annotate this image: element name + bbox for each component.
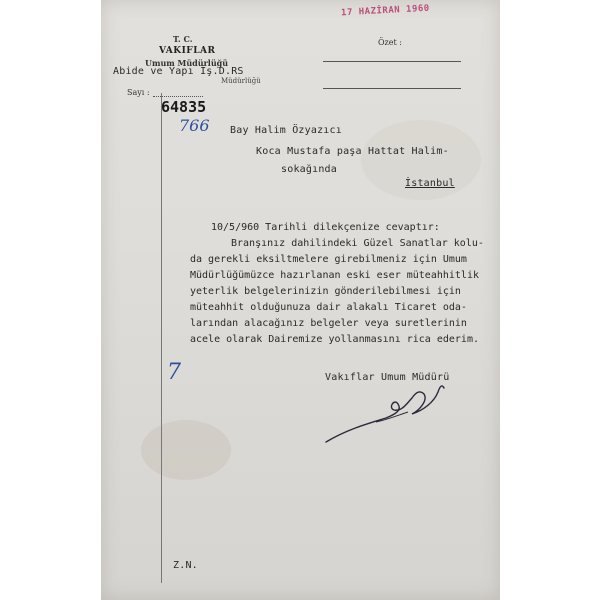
- recipient-address-2: sokağında: [281, 164, 337, 175]
- reference-number: 64835: [161, 98, 207, 116]
- recipient-address-1: Koca Mustafa paşa Hattat Halim-: [256, 146, 449, 157]
- recipient-city: İstanbul: [405, 178, 455, 189]
- margin-rule: [161, 93, 162, 583]
- body-line: 10/5/960 Tarihli dilekçenize cevaptır:: [211, 222, 440, 233]
- body-line: da gerekli eksiltmelere girebilmeniz için Umum: [190, 254, 467, 265]
- paper-stain: [141, 420, 231, 480]
- ozet-label: Özet :: [378, 38, 402, 47]
- margin-handwritten-mark: 7: [167, 360, 181, 385]
- recipient-name: Bay Halim Özyazıcı: [230, 125, 342, 136]
- footer-initials: Z.N.: [173, 560, 198, 571]
- body-line: yeterlik belgelerinizin gönderilebilmesi için: [190, 286, 461, 297]
- body-line: Müdürlüğümüzce hazırlanan eski eser müteahhitlik: [190, 270, 479, 281]
- handwritten-number: 766: [179, 116, 210, 135]
- letterhead-department: Abide ve Yapı İş.D.RS: [113, 66, 244, 77]
- ozet-line-2: [323, 88, 461, 89]
- letter-page: [101, 0, 500, 600]
- letterhead-directorate: Umum Müdürlüğü: [145, 58, 229, 68]
- sayi-label: Sayı :: [127, 88, 150, 97]
- letterhead-tc: T. C.: [173, 34, 193, 44]
- ozet-line-1: [323, 61, 461, 62]
- body-line: acele olarak Dairemize yollanmasını rica ederim.: [190, 334, 479, 345]
- body-line: Branşınız dahilindeki Güzel Sanatlar kolu-: [231, 238, 484, 249]
- signature: [316, 380, 456, 450]
- letterhead-org: VAKIFLAR: [159, 46, 216, 56]
- letterhead-department-sub: Müdürlüğü: [221, 77, 261, 85]
- body-line: larından alacağınız belgeler veya suretlerinin: [190, 318, 467, 329]
- body-line: müteahhit olduğunuza dair alakalı Ticaret oda-: [190, 302, 467, 313]
- received-date-stamp: 17 HAZİRAN 1960: [340, 3, 430, 19]
- signatory-title: Vakıflar Umum Müdürü: [325, 372, 450, 383]
